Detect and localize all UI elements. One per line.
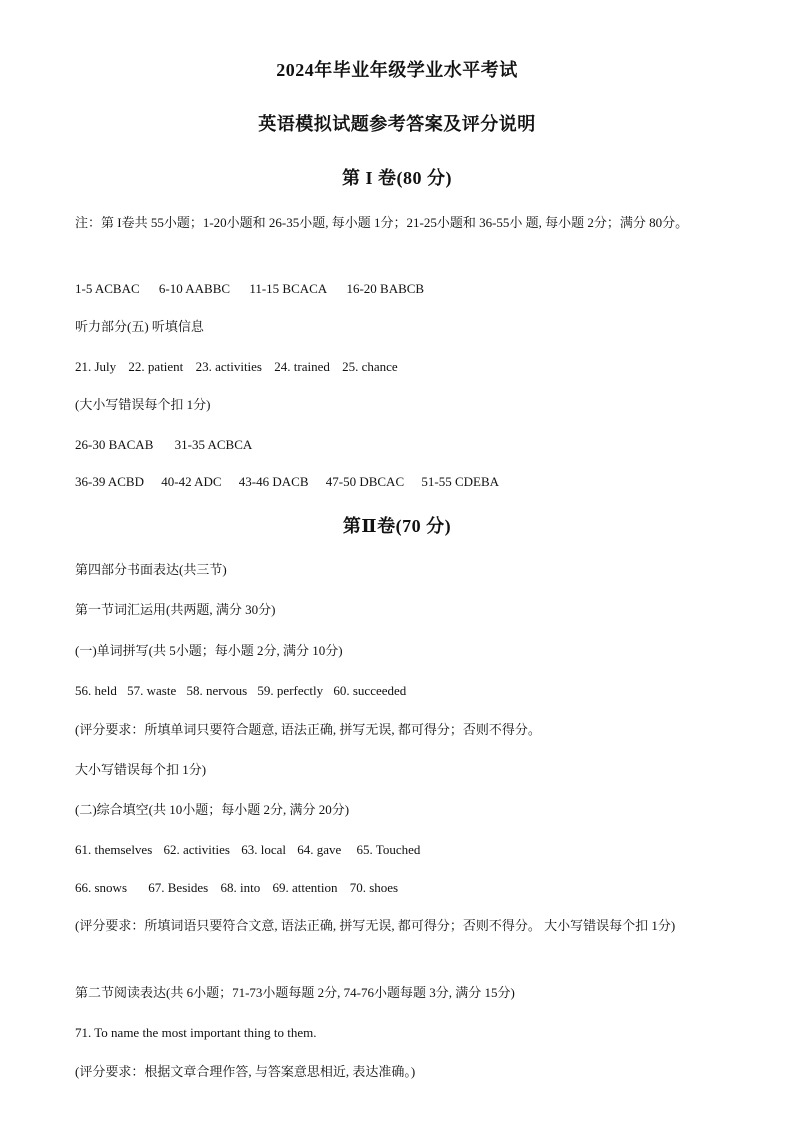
answers-61-65 — [75, 837, 725, 863]
answer-item: 58. nervous — [186, 683, 248, 698]
reading-requirement: (评分要求：根据文章合理作答, 与答案意思相近, 表达准确。) — [75, 1064, 416, 1079]
part-two-heading: 第Ⅱ卷(70 分) — [342, 516, 452, 536]
answer-group: 31-35 ACBCA — [174, 437, 253, 452]
spelling-title: (一)单词拼写(共 5小题；每小题 2分, 满分 10分) — [75, 643, 343, 658]
spelling-case-note: 大小写错误每个扣 1分) — [75, 762, 207, 777]
answers-56-60 — [75, 678, 725, 704]
answer-group: 11-15 BCACA — [249, 281, 328, 296]
answers-21-25 — [75, 354, 725, 380]
section-two-title: 第二节阅读表达(共 6小题；71-73小题每题 2分, 74-76小题每题 3分, 满分 15分) — [75, 985, 515, 1000]
answer-item: 25. chance — [342, 359, 398, 374]
answer-item: 23. activities — [195, 359, 262, 374]
answer-item: 64. gave — [297, 842, 342, 857]
answer-group: 47-50 DBCAC — [325, 474, 405, 489]
answer-item: 69. attention — [272, 880, 338, 895]
answers-26-35 — [75, 432, 725, 458]
answer-item: 61. themselves — [75, 842, 153, 857]
answer-item: 60. succeeded — [333, 683, 407, 698]
answer-group: 1-5 ACBAC — [75, 281, 140, 296]
answers-66-70 — [75, 875, 725, 901]
answer-71: 71. To name the most important thing to them. — [75, 1025, 317, 1040]
section-one-title: 第一节词汇运用(共两题, 满分 30分) — [75, 602, 276, 617]
cloze-requirement: (评分要求：所填词语只要符合文意, 语法正确, 拼写无误, 都可得分；否则不得分。 大小写错误每个扣 1分) — [75, 918, 676, 933]
answers-36-55 — [75, 469, 725, 495]
answer-item: 57. waste — [127, 683, 177, 698]
answer-group: 16-20 BABCB — [346, 281, 425, 296]
answer-item: 67. Besides — [148, 880, 209, 895]
answer-group: 51-55 CDEBA — [421, 474, 500, 489]
exam-title: 2024年毕业年级学业水平考试 — [276, 60, 518, 80]
answer-item: 66. snows — [75, 880, 128, 895]
document-subtitle: 英语模拟试题参考答案及评分说明 — [258, 114, 536, 134]
answer-item: 63. local — [241, 842, 286, 857]
spelling-requirement: (评分要求：所填单词只要符合题意, 语法正确, 拼写无误, 都可得分；否则不得分。 — [75, 722, 541, 737]
answer-item: 70. shoes — [349, 880, 399, 895]
answer-group: 43-46 DACB — [238, 474, 309, 489]
listening-title: 听力部分(五) 听填信息 — [75, 319, 204, 334]
answer-item: 24. trained — [274, 359, 330, 374]
answer-group: 26-30 BACAB — [75, 437, 154, 452]
answer-group: 6-10 AABBC — [158, 281, 231, 296]
answer-group: 36-39 ACBD — [75, 474, 144, 489]
answer-item: 62. activities — [163, 842, 230, 857]
answer-group: 40-42 ADC — [161, 474, 222, 489]
listening-note: (大小写错误每个扣 1分) — [75, 397, 211, 412]
section-four-title: 第四部分书面表达(共三节) — [75, 562, 227, 577]
answer-item: 65. Touched — [356, 842, 421, 857]
part-one-note: 注：第 I卷共 55小题；1-20小题和 26-35小题, 每小题 1分；21-25小题和 36-55小 题, 每小题 2分；满分 80分。 — [75, 215, 689, 230]
part-one-heading: 第 I 卷(80 分) — [342, 168, 452, 188]
answer-item: 22. patient — [128, 359, 184, 374]
answers-1-20 — [75, 276, 725, 302]
answer-item: 56. held — [75, 683, 117, 698]
answer-item: 21. July — [75, 359, 117, 374]
answer-item: 68. into — [220, 880, 261, 895]
answer-item: 59. perfectly — [257, 683, 324, 698]
cloze-title: (二)综合填空(共 10小题；每小题 2分, 满分 20分) — [75, 802, 350, 817]
